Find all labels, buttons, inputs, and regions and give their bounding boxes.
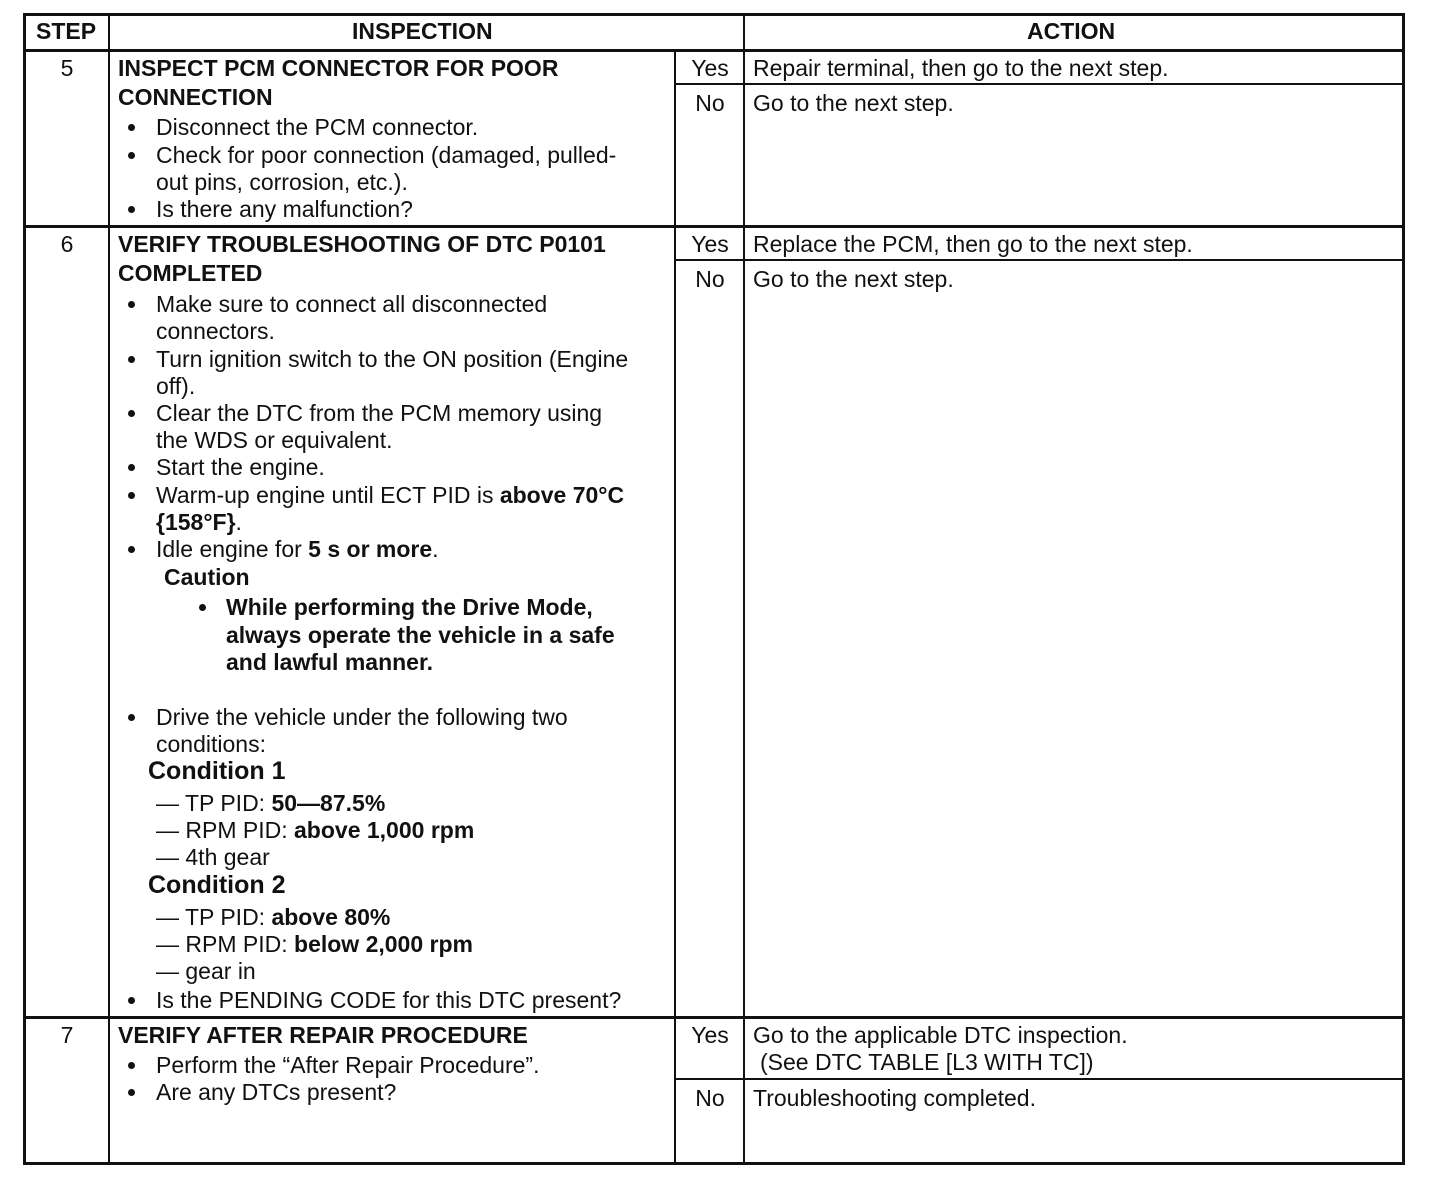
bullet-icon: [128, 124, 135, 131]
caution-text: and lawful manner.: [226, 649, 434, 675]
step-number: 6: [60, 231, 74, 257]
bullet-icon: [128, 464, 135, 471]
caution-heading: Caution: [164, 564, 250, 590]
inspection-item: Check for poor connection (damaged, pulled-: [156, 142, 617, 168]
bullet-icon: [128, 492, 135, 499]
text-run: — TP PID:: [156, 790, 272, 816]
text-run: — RPM PID:: [156, 931, 295, 957]
condition-heading: Condition 2: [148, 871, 286, 899]
condition-heading: Condition 1: [148, 757, 286, 785]
text-run: .: [235, 509, 242, 535]
inspection-item: [156, 482, 624, 509]
inspection-item: Clear the DTC from the PCM memory using: [156, 400, 603, 426]
inspection-item: Drive the vehicle under the following two: [156, 704, 568, 730]
spec-value: {158°F}: [156, 509, 236, 535]
text-run: Idle engine for: [156, 536, 309, 562]
spec-value: above 80%: [271, 904, 391, 930]
condition-item: [156, 904, 390, 931]
bullet-icon: [128, 152, 135, 159]
no-action: Go to the next step.: [753, 90, 954, 116]
inspection-item: off).: [156, 373, 196, 399]
no-label: No: [695, 1085, 725, 1111]
no-action: Go to the next step.: [753, 266, 954, 292]
yes-label: Yes: [691, 55, 729, 81]
inspection-item: conditions:: [156, 731, 266, 757]
inspection-item: connectors.: [156, 318, 275, 344]
text-run: — TP PID:: [156, 904, 272, 930]
text-run: Warm-up engine until ECT PID is: [156, 482, 500, 508]
step-title: COMPLETED: [118, 260, 263, 286]
yes-action: Repair terminal, then go to the next step.: [753, 55, 1169, 81]
condition-item: — gear in: [156, 958, 256, 984]
header-step: STEP: [36, 18, 97, 44]
step-number: 7: [60, 1022, 74, 1048]
condition-item: [156, 790, 385, 817]
no-label: No: [695, 266, 725, 292]
inspection-item: the WDS or equivalent.: [156, 427, 393, 453]
yes-label: Yes: [691, 231, 729, 257]
bullet-icon: [128, 1089, 135, 1096]
spec-value: below 2,000 rpm: [294, 931, 473, 957]
text-run: .: [432, 536, 439, 562]
text-run: — RPM PID:: [156, 817, 295, 843]
bullet-icon: [199, 604, 206, 611]
spec-value: 5 s or more: [308, 536, 433, 562]
inspection-item: Start the engine.: [156, 454, 325, 480]
caution-text: While performing the Drive Mode,: [226, 594, 593, 620]
yes-label: Yes: [691, 1022, 729, 1048]
header-action: ACTION: [1027, 18, 1116, 44]
inspection-item: [156, 509, 242, 536]
condition-item: [156, 931, 473, 958]
inspection-item: Is there any malfunction?: [156, 196, 413, 222]
inspection-item: Are any DTCs present?: [156, 1079, 397, 1105]
no-label: No: [695, 90, 725, 116]
bullet-icon: [128, 301, 135, 308]
inspection-item: out pins, corrosion, etc.).: [156, 169, 408, 195]
yes-action: Replace the PCM, then go to the next step.: [753, 231, 1193, 257]
bullet-icon: [128, 206, 135, 213]
spec-value: above 70°C: [499, 482, 625, 508]
header-inspection: INSPECTION: [352, 18, 493, 44]
spec-value: 50—87.5%: [271, 790, 386, 816]
inspection-item: Turn ignition switch to the ON position (Engine: [156, 346, 629, 372]
bullet-icon: [128, 714, 135, 721]
bullet-icon: [128, 546, 135, 553]
step-title: VERIFY AFTER REPAIR PROCEDURE: [118, 1022, 528, 1048]
inspection-item: Make sure to connect all disconnected: [156, 291, 548, 317]
step-title: INSPECT PCM CONNECTOR FOR POOR: [118, 55, 559, 81]
condition-item: [156, 817, 474, 844]
bullet-icon: [128, 410, 135, 417]
bullet-icon: [128, 1062, 135, 1069]
step-title: CONNECTION: [118, 84, 273, 110]
yes-action-reference: (See DTC TABLE [L3 WITH TC]): [760, 1049, 1094, 1075]
inspection-item: Perform the “After Repair Procedure”.: [156, 1052, 540, 1078]
inspection-item: Disconnect the PCM connector.: [156, 114, 479, 140]
bullet-icon: [128, 997, 135, 1004]
caution-text: always operate the vehicle in a safe: [226, 622, 615, 648]
inspection-item: Is the PENDING CODE for this DTC present?: [156, 987, 622, 1013]
step-number: 5: [60, 55, 74, 81]
inspection-item: [156, 536, 439, 563]
no-action: Troubleshooting completed.: [753, 1085, 1036, 1111]
step-title: VERIFY TROUBLESHOOTING OF DTC P0101: [118, 231, 606, 257]
condition-item: — 4th gear: [156, 844, 270, 870]
bullet-icon: [128, 356, 135, 363]
yes-action: Go to the applicable DTC inspection.: [753, 1022, 1128, 1048]
spec-value: above 1,000 rpm: [294, 817, 475, 843]
